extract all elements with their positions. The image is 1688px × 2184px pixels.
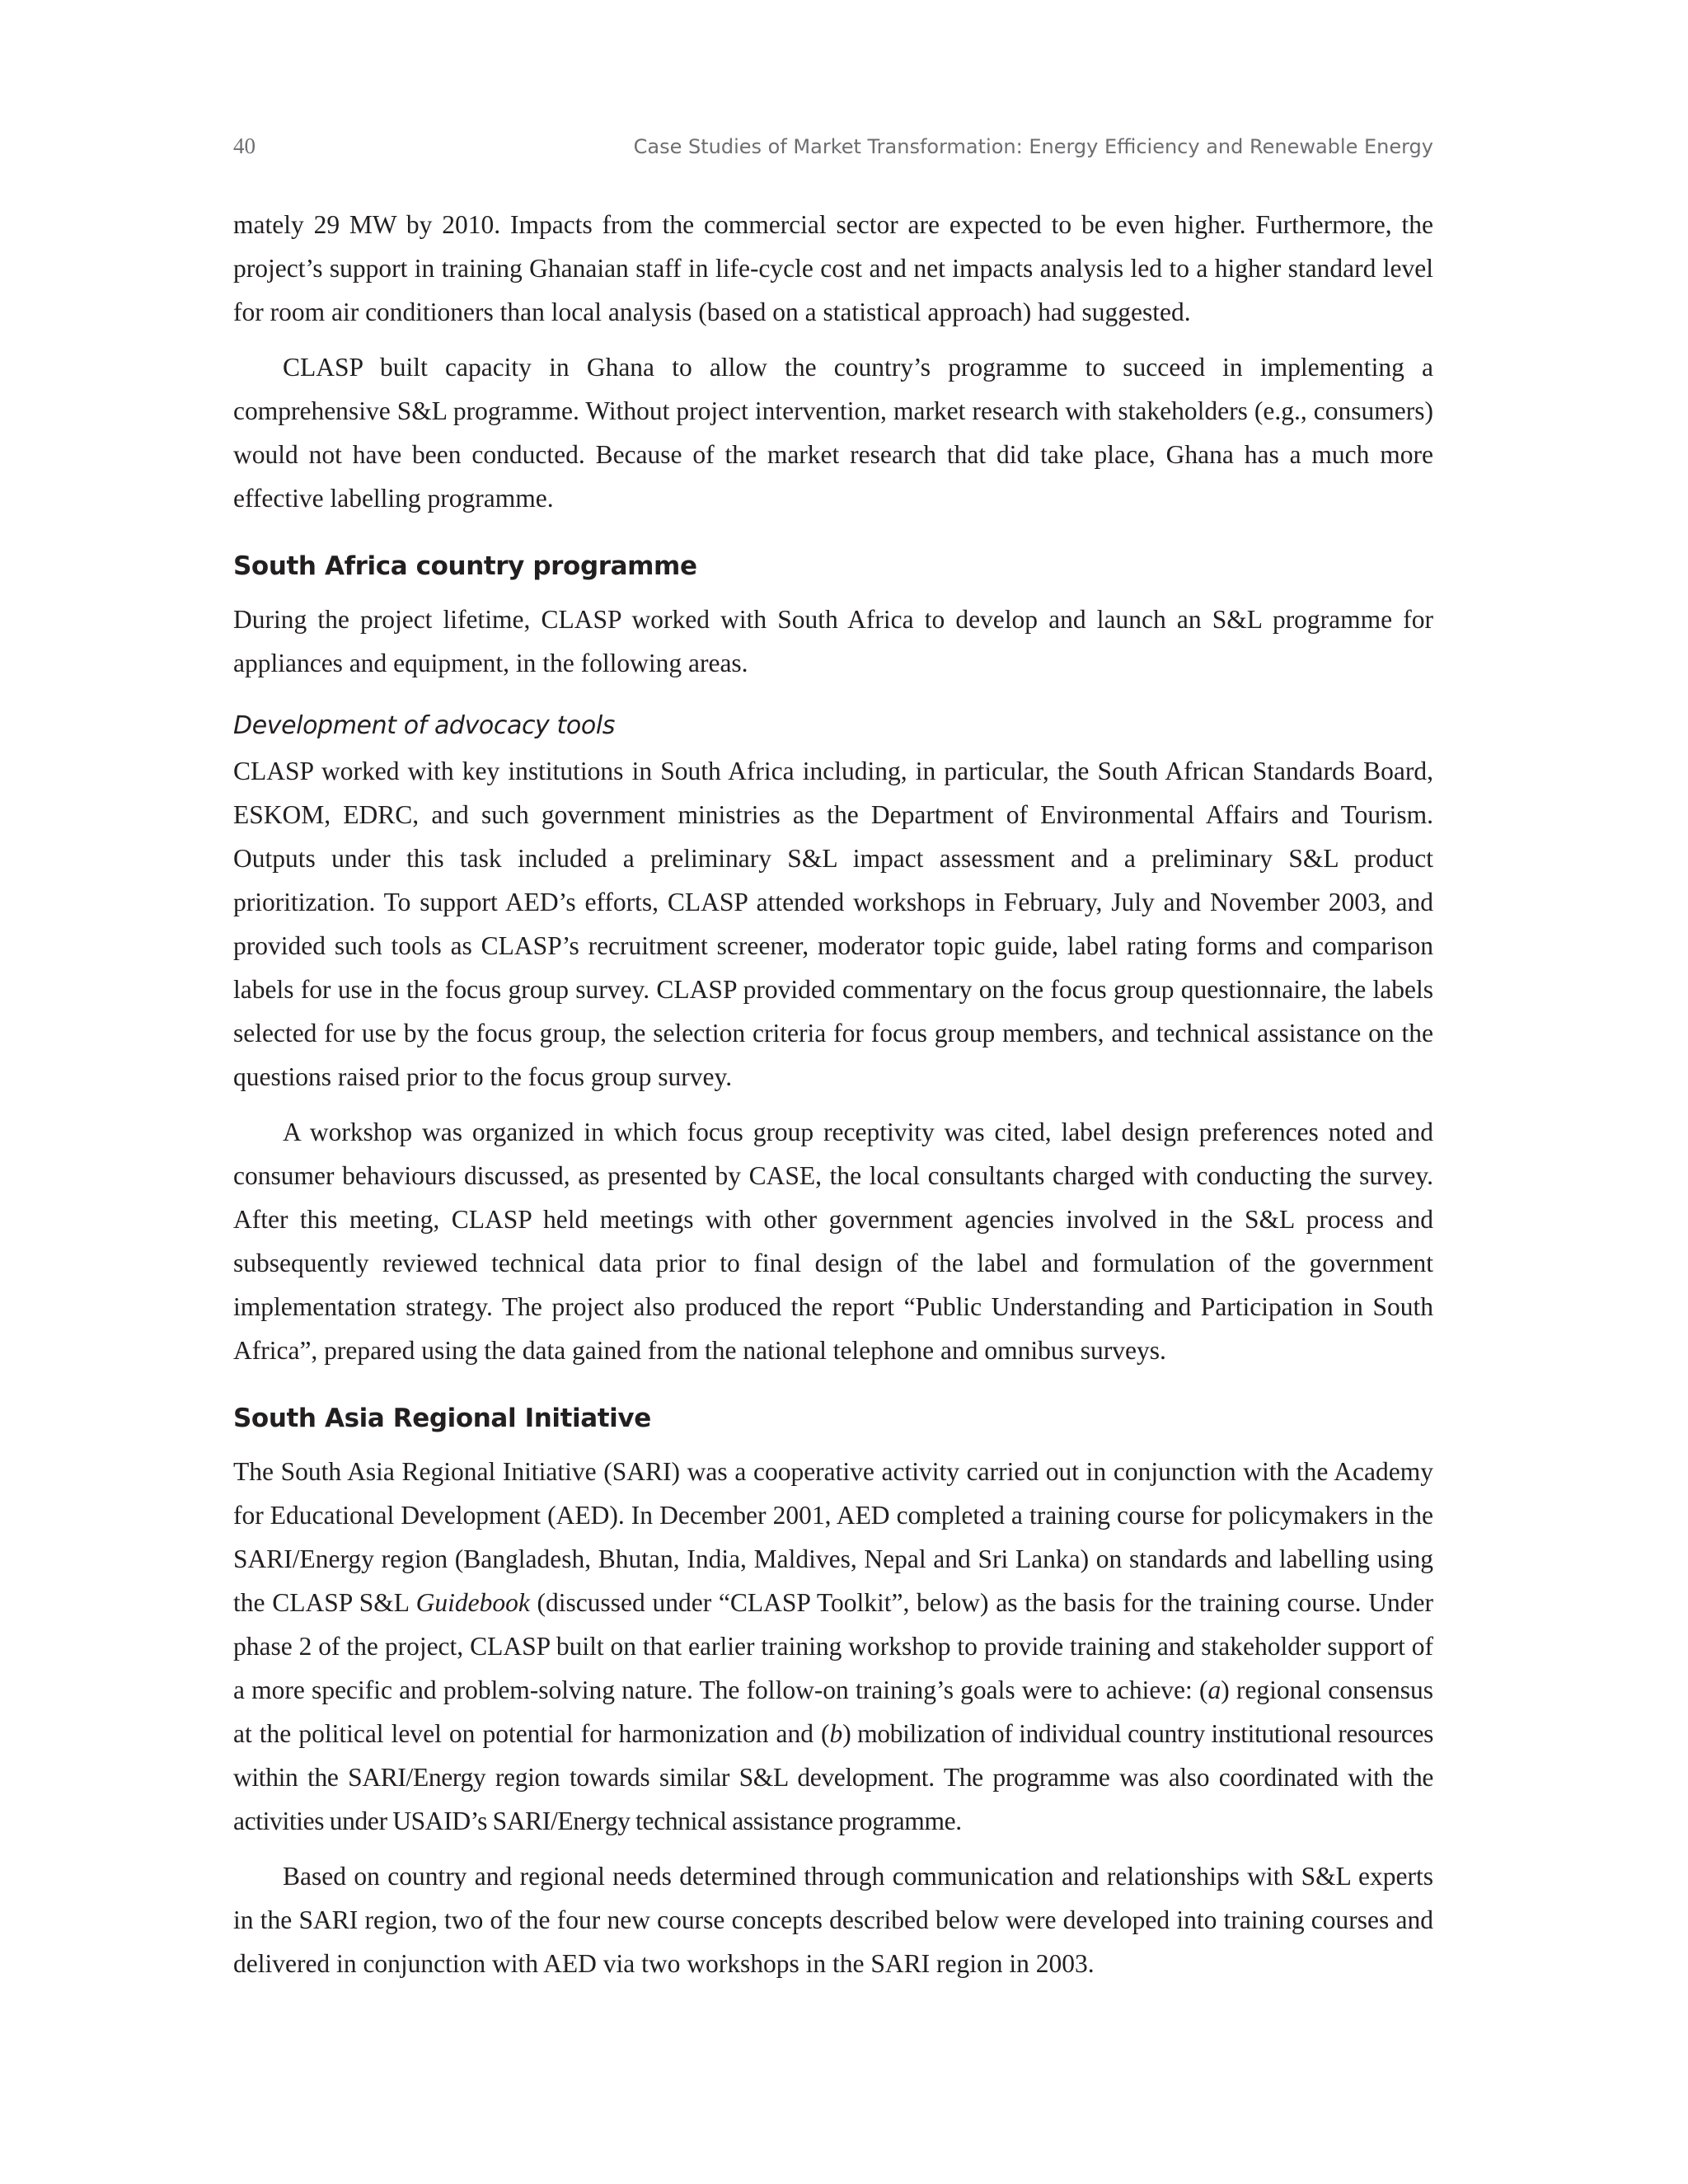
sari-text-2: (discussed under “CLASP Toolkit”, below) as the basis for the training course. Under phase 2 of the project, CLASP built on that earlier training workshop to provide training and stakeholder support of a more specific and problem-solving nature. The follow-on training’s goals were to achieve: ( xyxy=(233,1588,1433,1704)
paragraph-ghana-impacts: mately 29 MW by 2010. Impacts from the commercial sector are expected to be even higher. Furthermore, the project’s support in training Ghanaian staff in life-cycle cost and net impacts analysis led to a higher standard level for room air conditioners than local analysis (based on a statistical approach) had suggested. xyxy=(233,210,1433,326)
sari-text-4: ) mobilization of individual country institutional resources within the SARI/Energy region towards similar S&L development. The programme was also coordinated with the activities under USAID’s SARI/Energy technical assistance programme. xyxy=(233,1719,1434,1835)
page-number: 40 xyxy=(233,134,256,158)
paragraph-sari-intro xyxy=(233,1450,1433,1843)
list-label-a: a xyxy=(1207,1675,1221,1704)
paragraph-sari-courses: Based on country and regional needs determined through communication and relationships with S&L experts in the SARI region, two of the four new course concepts described below were developed into training courses and delivered in conjunction with AED via two workshops in the SARI region in 2003. xyxy=(233,1862,1433,1978)
paragraph-advocacy-tools: CLASP worked with key institutions in South Africa including, in particular, the South African Standards Board, ESKOM, EDRC, and such government ministries as the Department of Environmental Affairs and Tourism. Outputs under this task included a preliminary S&L impact assessment and a preliminary S&L product prioritization. To support AED’s efforts, CLASP attended workshops in February, July and November 2003, and provided such tools as CLASP’s recruitment screener, moderator topic guide, label rating forms and comparison labels for use in the focus group survey. CLASP provided commentary on the focus group questionnaire, the labels selected for use by the focus group, the selection criteria for focus group members, and technical assistance on the questions raised prior to the focus group survey. xyxy=(233,757,1433,1091)
paragraph-ghana-capacity: CLASP built capacity in Ghana to allow the country’s programme to succeed in implementing a comprehensive S&L programme. Without project intervention, market research with stakeholders (e.g., consumers) would not have been conducted. Because of the market research that did take place, Ghana has a much more effective labelling programme. xyxy=(233,353,1433,513)
paragraph-south-africa-intro: During the project lifetime, CLASP worked with South Africa to develop and launch an S&L programme for appliances and equipment, in the following areas. xyxy=(233,605,1433,677)
sari-text-1: The South Asia Regional Initiative (SARI) was a cooperative activity carried out in conjunction with the Academy for Educational Development (AED). In December 2001, AED completed a training course for policymakers in the SARI/Energy region (Bangladesh, Bhutan, India, Maldives, Nepal and Sri Lanka) on standards and labelling using the CLASP S&L xyxy=(233,1457,1433,1617)
paragraph-workshop: A workshop was organized in which focus group receptivity was cited, label design preferences noted and consumer behaviours discussed, as presented by CASE, the local consultants charged with conducting the survey. After this meeting, CLASP held meetings with other government agencies involved in the S&L process and subsequently reviewed technical data prior to final design of the label and formulation of the government implementation strategy. The project also produced the report “Public Understanding and Participation in South Africa”, prepared using the data gained from the national telephone and omnibus surveys. xyxy=(233,1118,1433,1365)
running-header xyxy=(233,134,1433,166)
sari-text-3: ) regional consensus at the political level on potential for harmonization and ( xyxy=(233,1675,1434,1748)
subheading-advocacy-tools: Development of advocacy tools xyxy=(233,711,615,740)
heading-south-asia: South Asia Regional Initiative xyxy=(233,1404,651,1433)
list-label-b: b xyxy=(829,1719,843,1748)
heading-south-africa: South Africa country programme xyxy=(233,551,697,581)
running-title: Case Studies of Market Transformation: Energy Efficiency and Renewable Energy xyxy=(633,135,1433,158)
guidebook-title: Guidebook xyxy=(415,1588,530,1617)
document-body xyxy=(233,203,1433,1997)
